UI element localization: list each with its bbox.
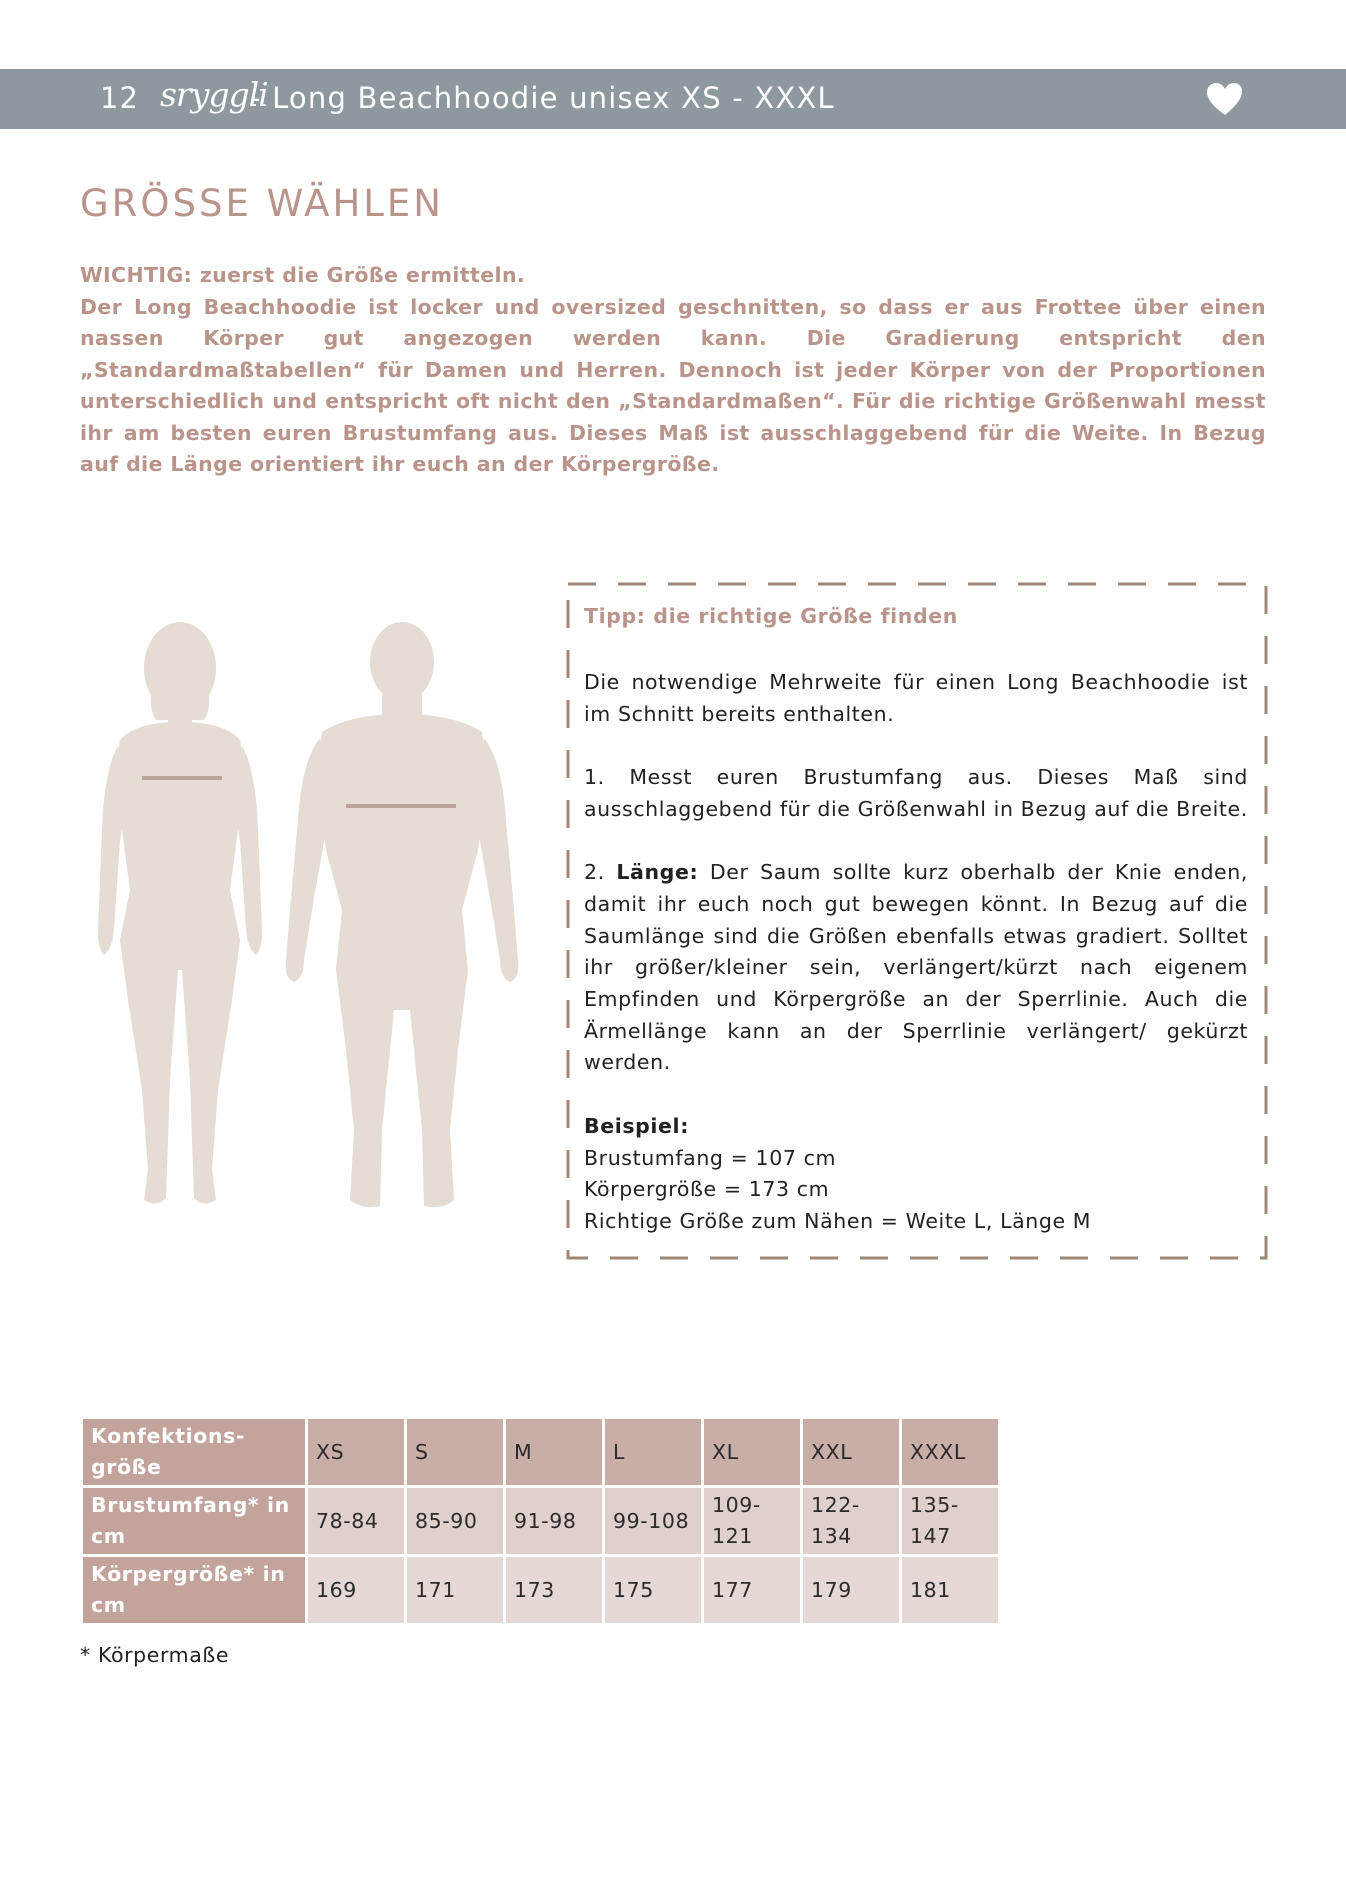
intro-warning: WICHTIG: zuerst die Größe ermitteln.: [80, 263, 526, 287]
intro-text: [80, 260, 1266, 481]
example-line: Körpergröße = 173 cm: [584, 1177, 830, 1202]
tip-box: [566, 582, 1268, 1260]
laenge-label: Länge:: [616, 860, 699, 885]
row-header: Brustumfang* in cm: [83, 1488, 305, 1554]
table-cell: XXL: [803, 1419, 899, 1485]
brand-logo: sryggli: [160, 75, 268, 114]
example-label: Beispiel:: [584, 1113, 689, 1138]
example-line: Richtige Größe zum Nähen = Weite L, Länge M: [584, 1208, 1092, 1233]
male-figure: [286, 622, 519, 1207]
tip-paragraph-1: Die notwendige Mehrweite für einen Long Beachhoodie ist im Schnitt bereits enthalten.: [584, 670, 1248, 726]
table-row: [83, 1557, 998, 1623]
tip-title: Tipp: die richtige Größe finden: [584, 604, 958, 628]
female-figure: [98, 622, 262, 1204]
table-cell: 85-90: [407, 1488, 503, 1554]
intro-paragraph: Der Long Beachhoodie ist locker und oversized geschnitten, so dass er aus Frottee über einen nassen Körper gut angezogen werden kann. Die Gradierung entspricht den „Standardmaßtabellen“ für Damen und Herren. Dennoch ist jeder Körper von der Proportionen unterschiedlich und entspricht oft nicht den „Standardmaßen“. Für die richtige Größenwahl messt ihr am besten euren Brustumfang aus. Dieses Maß ist ausschlaggebend für die Weite. In Bezug auf die Länge orientiert ihr euch an der Körpergröße.: [80, 294, 1266, 476]
size-table: [80, 1416, 1001, 1626]
row-header: Körpergröße* in cm: [83, 1557, 305, 1623]
table-row: [83, 1419, 998, 1485]
document-title: - Long Beachhoodie unisex XS - XXXL: [250, 81, 835, 115]
tip-paragraph-3: 2. Länge: Der Saum sollte kurz oberhalb der Knie enden, damit ihr euch noch gut bewegen könnt. In Bezug auf die Saumlänge sind die Größen ebenfalls etwas gradiert. Solltet ihr größer/kleiner sein, verlängert/kürzt nach eigenem Empfinden und Körpergröße an der Sperrlinie. Auch die Ärmellänge kann an der Sperrlinie verlängert/ gekürzt werden.: [584, 860, 1248, 1075]
row-header: Konfektions- größe: [83, 1419, 305, 1485]
table-cell: 181: [902, 1557, 998, 1623]
table-cell: 78-84: [308, 1488, 404, 1554]
table-cell: S: [407, 1419, 503, 1485]
table-cell: 171: [407, 1557, 503, 1623]
section-title: GRÖSSE WÄHLEN: [80, 182, 444, 225]
table-cell: XXXL: [902, 1419, 998, 1485]
table-row: [83, 1488, 998, 1554]
table-cell: 177: [704, 1557, 800, 1623]
table-cell: XL: [704, 1419, 800, 1485]
table-cell: 91-98: [506, 1488, 602, 1554]
body-silhouettes: [90, 610, 520, 1240]
heart-icon: [1205, 81, 1245, 117]
tip-example: [584, 1111, 1248, 1238]
table-cell: 175: [605, 1557, 701, 1623]
table-cell: 169: [308, 1557, 404, 1623]
tip-body: [584, 667, 1248, 1238]
table-cell: XS: [308, 1419, 404, 1485]
footnote: * Körpermaße: [80, 1643, 230, 1667]
tip-paragraph-2: 1. Messt euren Brustumfang aus. Dieses Maß sind ausschlaggebend für die Größenwahl in Bezug auf die Breite.: [584, 765, 1248, 821]
page-number: 12: [100, 81, 139, 115]
table-cell: 109- 121: [704, 1488, 800, 1554]
table-cell: 179: [803, 1557, 899, 1623]
table-cell: 173: [506, 1557, 602, 1623]
example-line: Brustumfang = 107 cm: [584, 1145, 837, 1170]
table-cell: 135- 147: [902, 1488, 998, 1554]
header-bar: [0, 69, 1346, 129]
table-cell: L: [605, 1419, 701, 1485]
table-cell: 99-108: [605, 1488, 701, 1554]
table-cell: M: [506, 1419, 602, 1485]
table-cell: 122- 134: [803, 1488, 899, 1554]
